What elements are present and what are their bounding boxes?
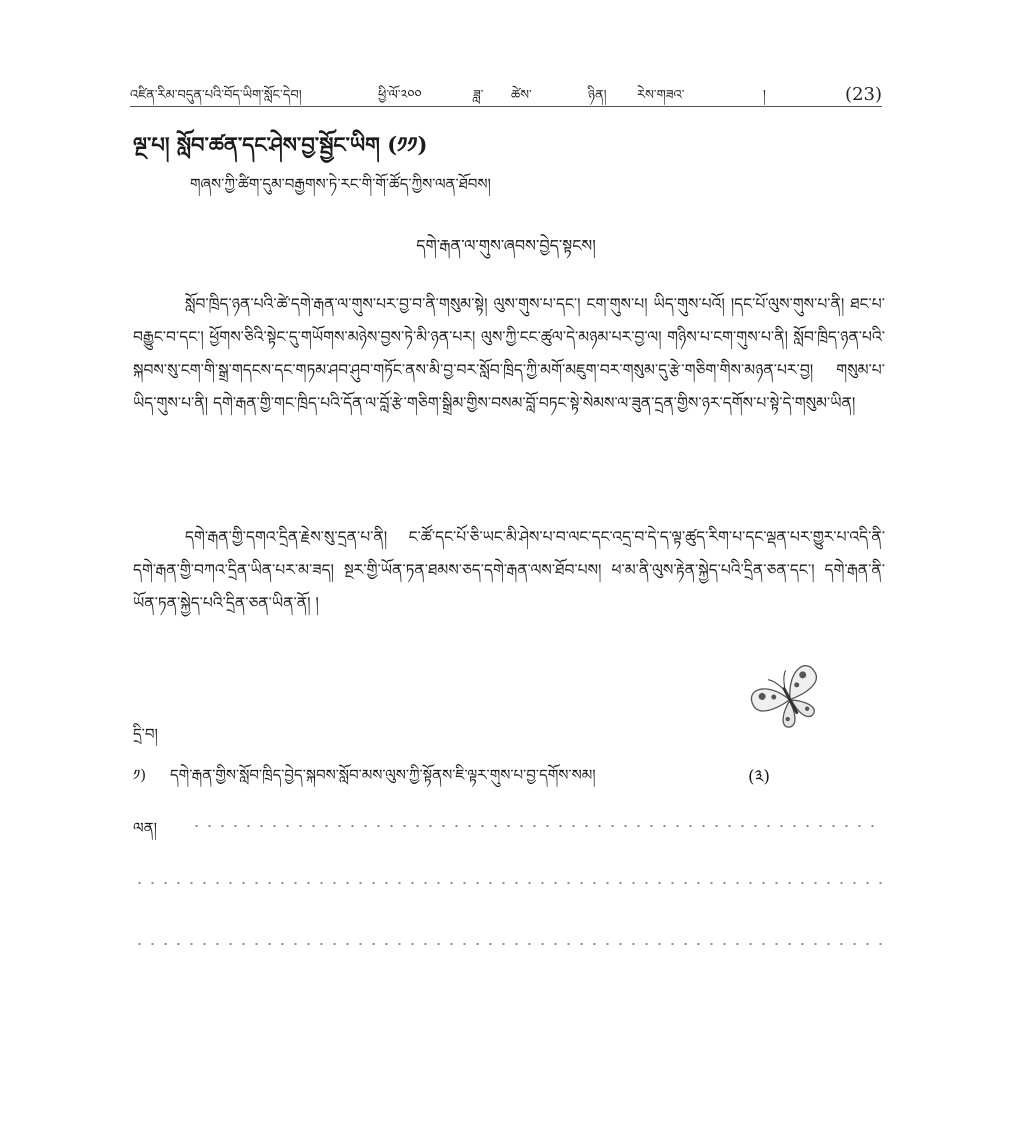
answer-line[interactable] [133, 943, 882, 945]
answer-line[interactable] [133, 882, 882, 884]
page-header [130, 78, 882, 108]
answer-line[interactable] [190, 825, 882, 827]
exercise-heading: དྲི་བ། [133, 725, 158, 743]
lesson-instruction: གཞས་ཀྱི་ཚིག་དུམ་བརྒྱགས་ཏེ་རང་གི་གོ་ཚོད་ཀྱིས་ལན་ཐོབས། [190, 175, 491, 193]
header-year-field: ཕྱི་ལོ་༢༠༠ [378, 88, 422, 103]
header-divider [130, 106, 882, 107]
question-score: (༣) [748, 767, 771, 787]
header-date-field: ཚེས་ [511, 88, 532, 103]
lesson-title: ལྔ་པ། སློབ་ཚན་དང་ཤེས་བྱ་སྦྱོང་ཡིག (༡༡) [133, 132, 428, 157]
question-number: ༡) [133, 766, 147, 784]
text-title: དགེ་རྒན་ལ་གུས་ཞབས་བྱེད་སྟངས། [416, 236, 596, 255]
header-month-field: ཟླ་ [473, 88, 484, 103]
header-day-field: ཉིན། [588, 88, 607, 103]
page-number: (23) [845, 84, 882, 105]
question-text: དགེ་རྒན་གྱིས་སློབ་ཁྲིད་བྱེད་སྐབས་སློབ་མས་ལུས་ཀྱི་སྟོནས་ཇི་ལྟར་གུས་པ་བྱ་དགོས་སམ། [170, 766, 596, 784]
body-paragraph: དགེ་རྒན་གྱི་དགའ་དྲིན་རྗེས་སུ་དྲན་པ་ནི། ང་ཚོ་དང་པོ་ཅི་ཡང་མི་ཤེས་པ་བ་ལང་དང་འདྲ་བ་དེ་ད་ལྟ་ཚུད་རིག་པ་དང་ལྡན་པར་གྱུར་པ་འདི་ནི་དགེ་རྒན་གྱི་བཀའ་དྲིན་ཡིན་པར་མ་ཟད། སྔར་གྱི་ཡོན་ཏན་ཐམས་ཅད་དགེ་རྒན་ལས་ཐོབ་པས། ཕ་མ་ནི་ལུས་རྟེན་སྐྱེད་པའི་དྲིན་ཅན་དང་། དགེ་རྒན་ནི་ཡོན་ཏན་སྐྱེད་པའི་དྲིན་ཅན་ཡིན་ནོ། ། [133, 528, 885, 612]
butterfly-icon [748, 662, 830, 734]
header-book-title: འཛིན་རིམ་བདུན་པའི་བོད་ཡིག་སློང་དེབ། [130, 88, 302, 103]
answer-label: ལན། [133, 819, 157, 837]
header-weekday-field: རེས་གཟའ་ [637, 88, 685, 103]
header-shad: ། [763, 88, 766, 103]
body-paragraph: སློབ་ཁྲིད་ཉན་པའི་ཚེ་དགེ་རྒན་ལ་གུས་པར་བྱ་བ་ནི་གསུམ་སྟེ། ལུས་གུས་པ་དང་། ངག་གུས་པ། ཡིད་གུས་པའོ། །དང་པོ་ལུས་གུས་པ་ནི། ཐང་པ་བརྒྱུང་བ་དང་། ཕྱོགས་ཅིའི་སྟེང་དུ་གཡོགས་མཉེས་བྱས་ཏེ་མི་ཉན་པར། ལུས་ཀྱི་ངང་ཚུལ་དེ་མཉམ་པར་བྱ་ལ། གཉིས་པ་ངག་གུས་པ་ནི། སློབ་ཁྲིད་ཉན་པའི་སྐབས་སུ་ངག་གི་སྒྲ་གདངས་དང་གཏམ་ཤབ་ཤུབ་གཏོང་ནས་མི་བྱ་བར་སློབ་ཁྲིད་ཀྱི་མགོ་མཇུག་བར་གསུམ་དུ་རྩེ་གཅིག་གིས་མཉན་པར་བྱ། གསུམ་པ་ཡིད་གུས་པ་ནི། དགེ་རྒན་གྱི་གང་ཁྲིད་པའི་དོན་ལ་བློ་རྩེ་གཅིག་སྒྲིམ་གྱིས་བསམ་བློ་བཏང་སྟེ་སེམས་ལ་ཟུན་དྲན་གྱིས་ཉར་དགོས་པ་སྟེ་དེ་གསུམ་ཡིན། [133, 295, 885, 412]
